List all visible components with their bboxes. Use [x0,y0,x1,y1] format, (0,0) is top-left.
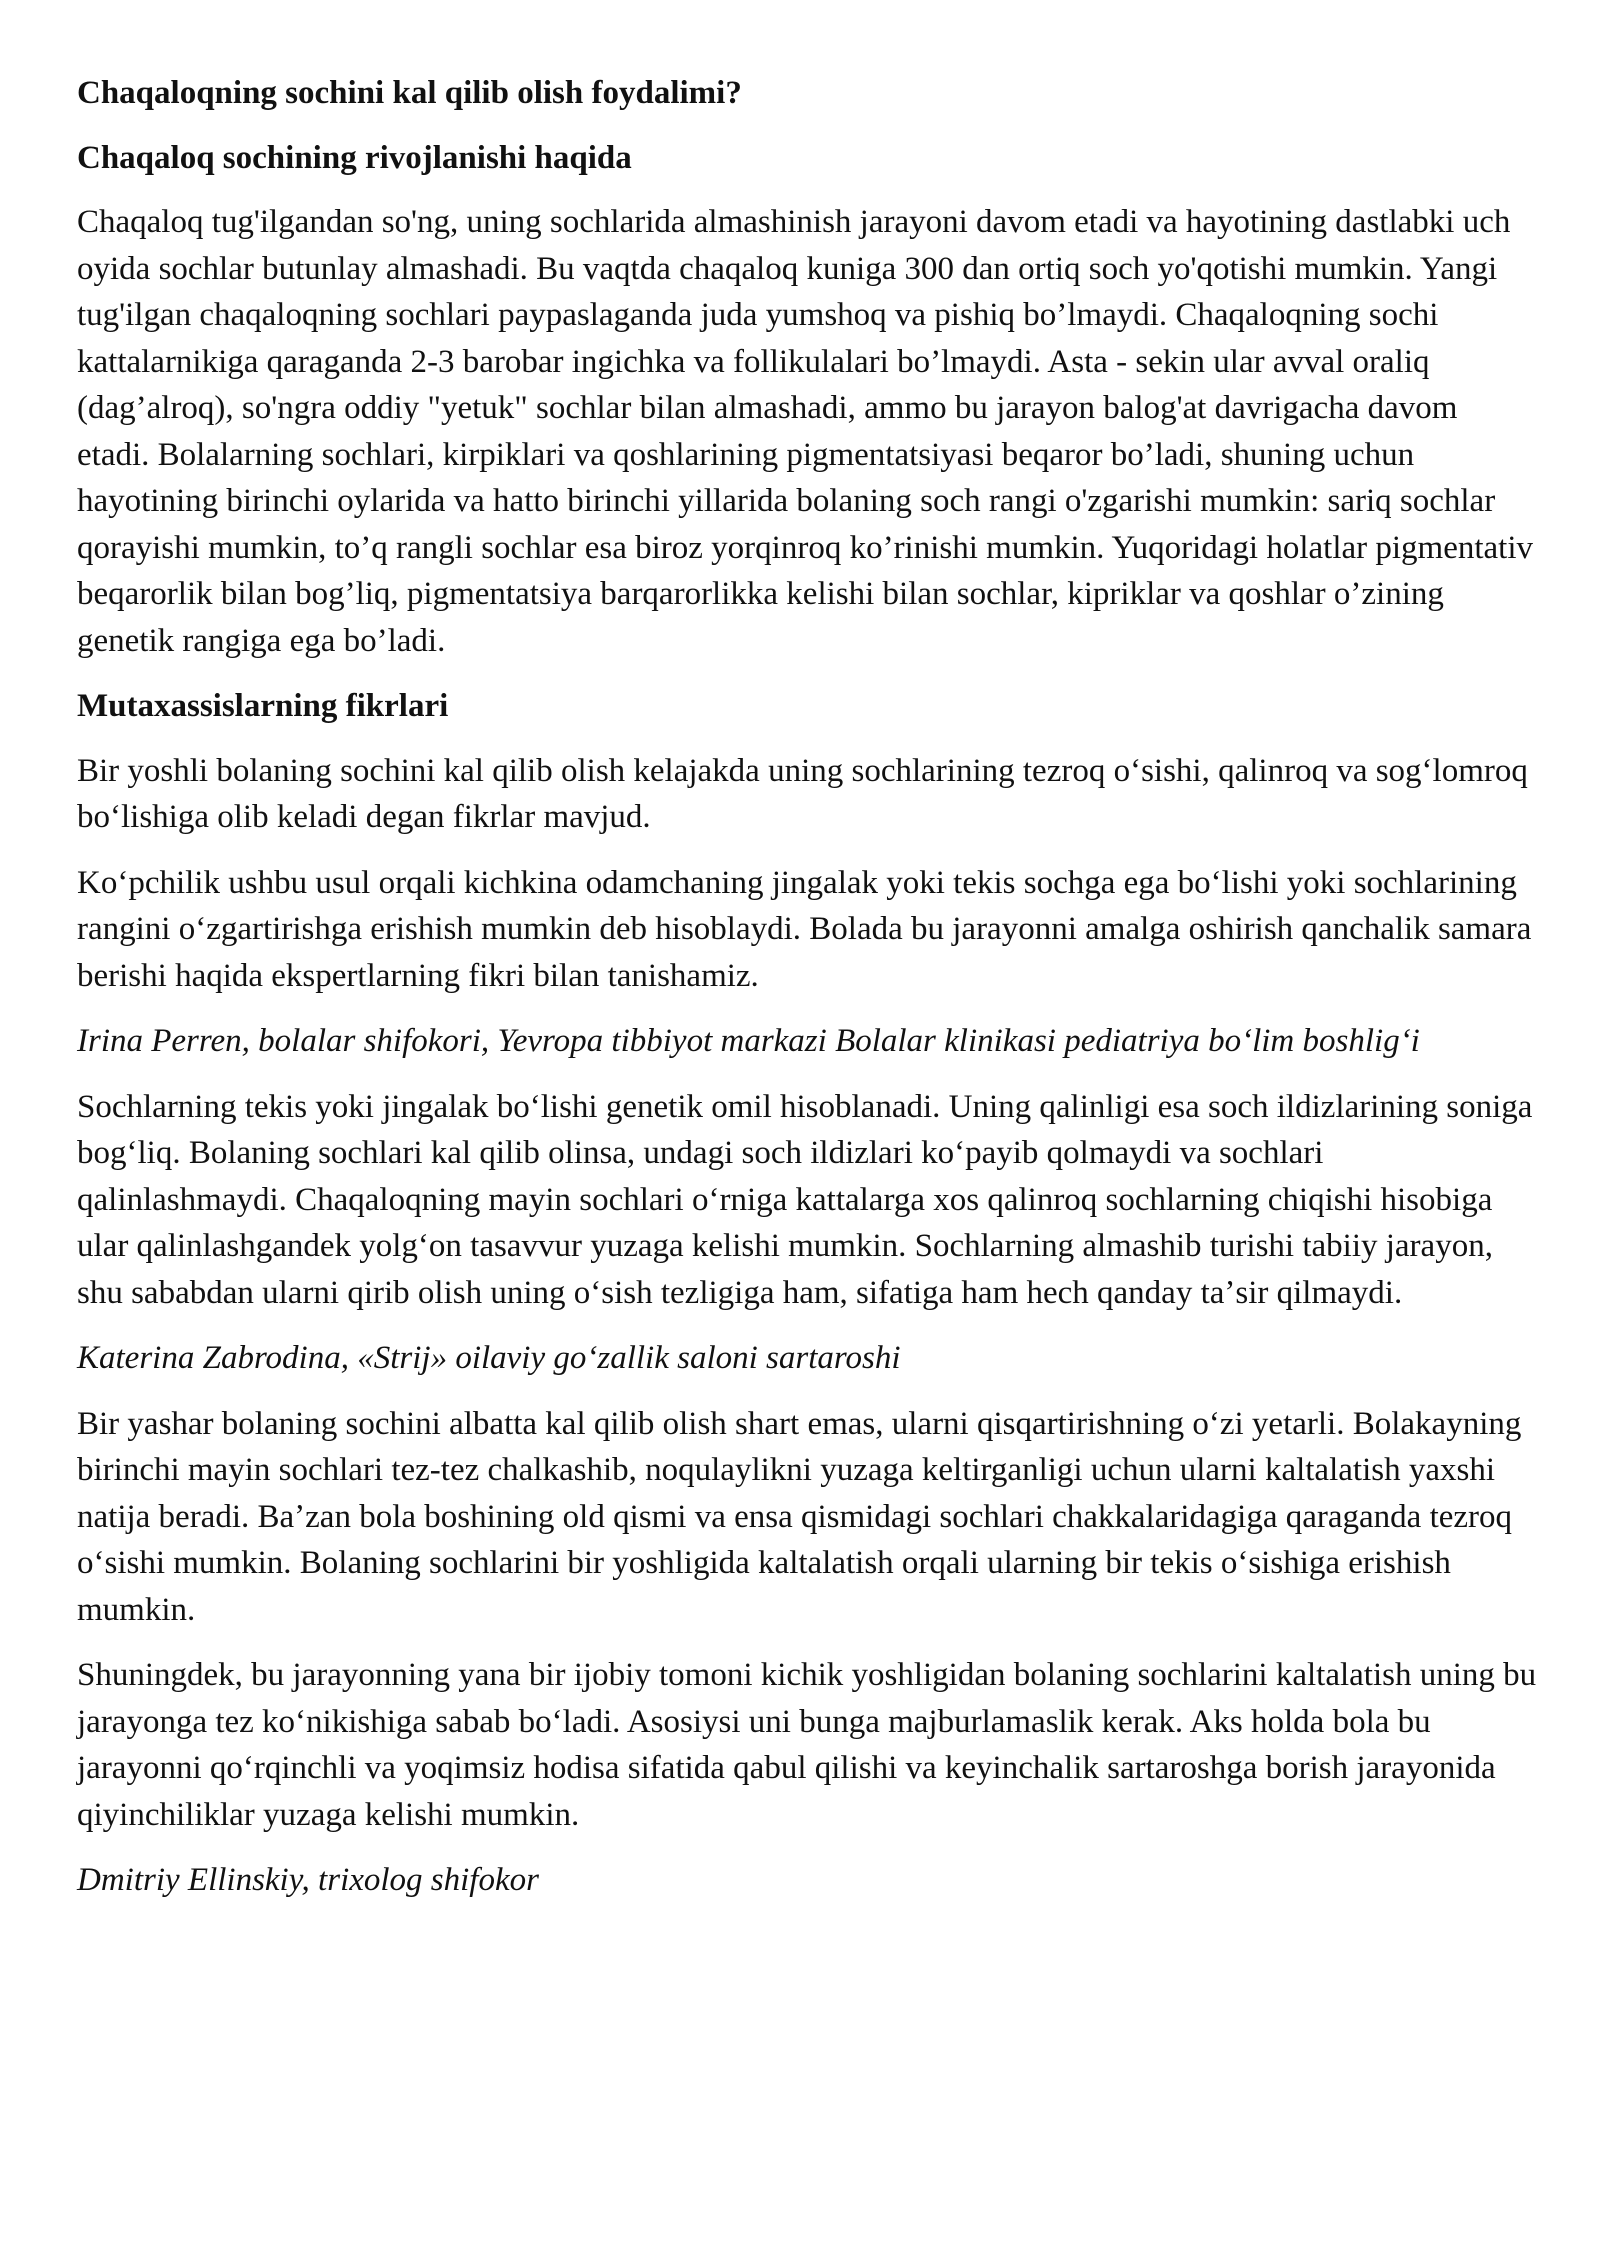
paragraph-expert-perren: Sochlarning tekis yoki jingalak boʻlishi genetik omil hisoblanadi. Uning qalinligi esa soch ildizlarining soniga bogʻliq. Bolaning sochlari kal qilib olinsa, undagi soch ildizlari koʻpayib qolmaydi va sochlari qalinlashmaydi. Chaqaloqning mayin sochlari oʻrniga kattalarga xos qalinroq sochlarning chiqishi hisobiga ular qalinlashgandek yolgʻon tasavvur yuzaga kelishi mumkin. Sochlarning almashib turishi tabiiy jarayon, shu sababdan ularni qirib olish uning oʻsish tezligiga ham, sifatiga ham hech qanday taʼsir qilmaydi. [77,1088,1533,1311]
paragraph-expert-zabrodina-1: Bir yashar bolaning sochini albatta kal qilib olish shart emas, ularni qisqartirishning oʻzi yetarli. Bolakayning birinchi mayin sochlari tez-tez chalkashib, noqulaylikni yuzaga keltirganligi uchun ularni kaltalatish yaxshi natija beradi. Baʼzan bola boshining old qismi va ensa qismidagi sochlari chakkalaridagiga qaraganda tezroq oʻsishi mumkin. Bolaning sochlarini bir yoshligida kaltalatish orqali ularning bir tekis oʻsishiga erishish mumkin. [77,1405,1522,1628]
paragraph-opinion-overview: Koʻpchilik ushbu usul orqali kichkina odamchaning jingalak yoki tekis sochga ega boʻlishi yoki sochlarining rangini oʻzgartirishga erishish mumkin deb hisoblaydi. Bolada bu jarayonni amalga oshirish qanchalik samara berishi haqida ekspertlarning fikri bilan tanishamiz. [77,864,1532,994]
document-page [77,70,1537,1923]
paragraph-opinion-intro: Bir yoshli bolaning sochini kal qilib olish kelajakda uning sochlarining tezroq oʻsishi, qalinroq va sogʻlomroq boʻlishiga olib keladi degan fikrlar mavjud. [77,752,1528,835]
expert-byline-perren: Irina Perren, bolalar shifokori, Yevropa tibbiyot markazi Bolalar klinikasi pediatriya boʻlim boshligʻi [77,1023,1420,1059]
section-heading-expert-opinions: Mutaxassislarning fikrlari [77,688,449,724]
document-title: Chaqaloqning sochini kal qilib olish foydalimi? [77,75,742,111]
expert-byline-zabrodina: Katerina Zabrodina, «Strij» oilaviy goʻzallik saloni sartaroshi [77,1340,901,1376]
expert-byline-ellinskiy: Dmitriy Ellinskiy, trixolog shifokor [77,1862,539,1898]
paragraph-expert-zabrodina-2: Shuningdek, bu jarayonning yana bir ijobiy tomoni kichik yoshligidan bolaning sochlarini kaltalatish uning bu jarayonga tez koʻnikishiga sabab boʻladi. Asosiysi uni bunga majburlamaslik kerak. Aks holda bola bu jarayonni qoʻrqinchli va yoqimsiz hodisa sifatida qabul qilishi va keyinchalik sartaroshga borish jarayonida qiyinchiliklar yuzaga kelishi mumkin. [77,1657,1537,1833]
section-heading-development: Chaqaloq sochining rivojlanishi haqida [77,139,632,176]
paragraph-development: Chaqaloq tug'ilgandan so'ng, uning sochlarida almashinish jarayoni davom etadi va hayotining dastlabki uch oyida sochlar butunlay almashadi. Bu vaqtda chaqaloq kuniga 300 dan ortiq soch yo'qotishi mumkin. Yangi tug'ilgan chaqaloqning sochlari paypaslaganda juda yumshoq va pishiq bo’lmaydi. Chaqaloqning sochi kattalarnikiga qaraganda 2-3 barobar ingichka va follikulalari bo’lmaydi. Asta - sekin ular avval oraliq (dag’alroq), so'ngra oddiy "yetuk" sochlar bilan almashadi, ammo bu jarayon balog'at davrigacha davom etadi. Bolalarning sochlari, kirpiklari va qoshlarining pigmentatsiyasi beqaror bo’ladi, shuning uchun hayotining birinchi oylarida va hatto birinchi yillarida bolaning soch rangi o'zgarishi mumkin: sariq sochlar qorayishi mumkin, to’q rangli sochlar esa biroz yorqinroq ko’rinishi mumkin. Yuqoridagi holatlar pigmentativ beqarorlik bilan bog’liq, pigmentatsiya barqarorlikka kelishi bilan sochlar, kipriklar va qoshlar o’zining genetik rangiga ega bo’ladi. [77,204,1534,659]
